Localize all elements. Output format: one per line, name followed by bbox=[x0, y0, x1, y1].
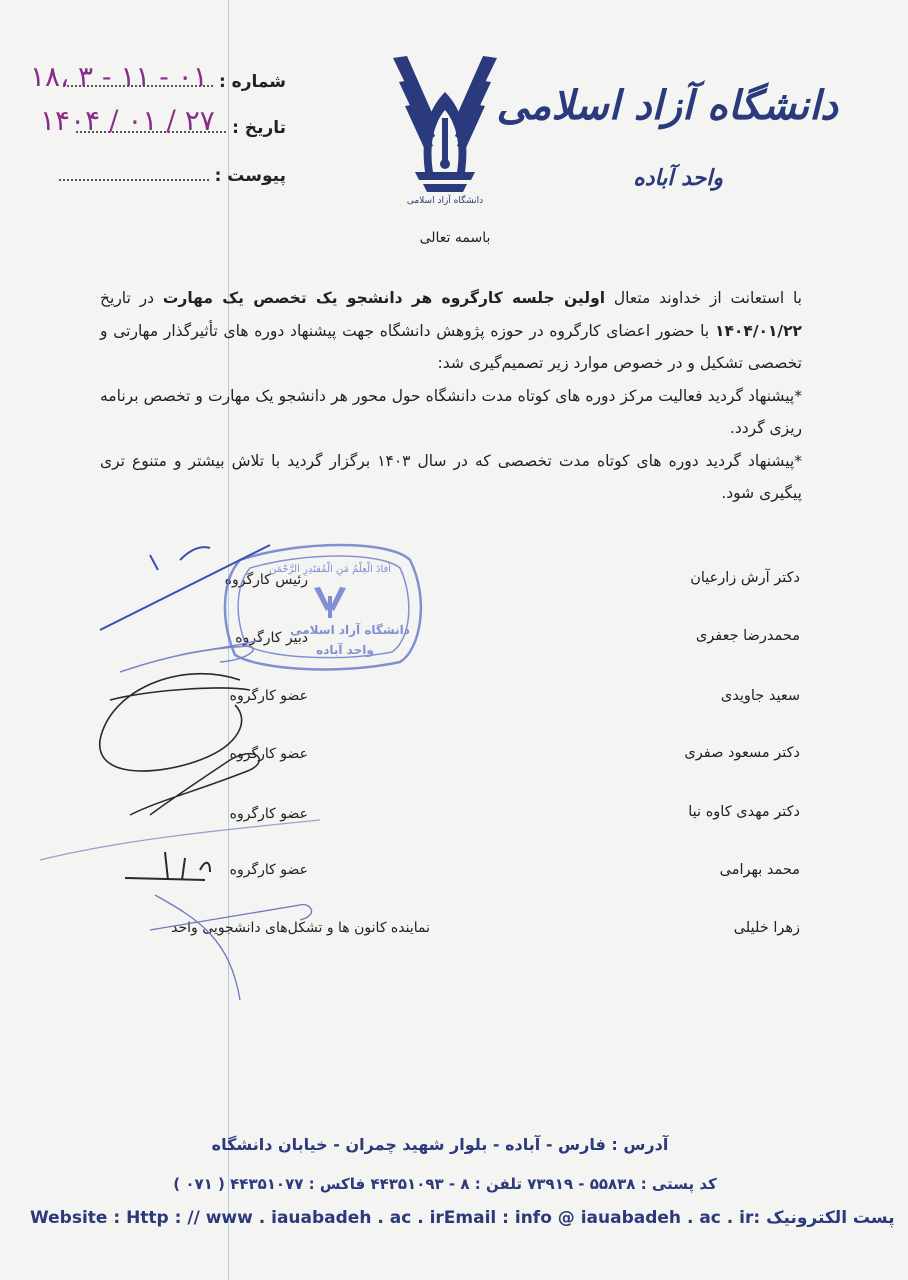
member-role-5: عضو کارگروه bbox=[229, 806, 308, 822]
footer-address: آدرس : فارس - آباده - بلوار شهید چمران - خیابان دانشگاه bbox=[211, 1135, 669, 1154]
member-role-4: عضو کارگروه bbox=[229, 746, 308, 762]
member-name-3: سعید جاویدی bbox=[720, 688, 800, 704]
date-handwritten: ۱۴۰۴ / ۰۱ / ۲۷ bbox=[40, 104, 215, 137]
stamp-line-1: دانشگاه آزاد اسلامی bbox=[290, 623, 410, 637]
member-role-1: رئیس کارگروه bbox=[224, 572, 308, 588]
letter-body bbox=[100, 282, 802, 510]
member-name-7: زهرا خلیلی bbox=[733, 920, 800, 936]
intro-start: با استعانت از خداوند متعال bbox=[605, 289, 802, 307]
stamp-line-2: واحد آباده bbox=[316, 643, 374, 657]
decision-item-2: *پیشنهاد گردید دوره های کوتاه مدت تخصصی که در سال ۱۴۰۳ برگزار گردید با تلاش بیشتر و متنوع تری پیگیری شود. bbox=[100, 451, 802, 502]
intro-end: با حضور اعضای کارگروه در حوزه پژوهش دانشگاه جهت پیشنهاد دوره های تأثیرگذار مهارتی و تخصصی تشکیل و در خصوص موارد زیر تصمیم‌گیری شد: bbox=[100, 321, 802, 372]
footer-postal-phone: کد پستی : ۵۵۸۳۸ - ۷۳۹۱۹ تلفن : ۸ - ۴۴۳۵۱۰۹۳ فاکس : ۴۴۳۵۱۰۷۷ ( ۰۷۱ ) bbox=[173, 1175, 717, 1193]
signature-5-icon bbox=[40, 820, 320, 860]
number-handwritten: ۱۸، ۳ - ۱۱ - ۰۱ bbox=[30, 60, 208, 93]
attachment-dots bbox=[59, 178, 209, 181]
footer-email[interactable]: Email : info @ iauabadeh . ac . ir bbox=[443, 1208, 754, 1228]
university-logo-icon bbox=[385, 52, 505, 217]
member-role-3: عضو کارگروه bbox=[229, 688, 308, 704]
attachment-label: پیوست : bbox=[214, 166, 286, 186]
member-role-7: نماینده کانون ها و تشکل‌های دانشجویی واحد bbox=[171, 920, 430, 936]
meeting-date: ۱۴۰۴/۰۱/۲۲ bbox=[714, 321, 802, 340]
stamp-arc-text: اَفادَ الْعِلْمُ مَنِ الْمُقتَدِرِ الرَّحْمَن bbox=[268, 564, 392, 575]
footer-website[interactable]: Website : Http : // www . iauabadeh . ac . ir bbox=[30, 1208, 444, 1228]
member-role-6: عضو کارگروه bbox=[229, 862, 308, 878]
intro-paragraph bbox=[100, 282, 802, 380]
date-label: تاریخ : bbox=[232, 118, 286, 138]
footer-email-label: پست الکترونیک : bbox=[753, 1208, 895, 1228]
attachment-row bbox=[59, 166, 286, 186]
logo-caption: دانشگاه آزاد اسلامی bbox=[406, 196, 484, 206]
member-role-2: دبیر کارگروه bbox=[235, 630, 308, 646]
member-name-2: محمدرضا جعفری bbox=[695, 628, 800, 644]
decision-item-1: *پیشنهاد گردید فعالیت مرکز دوره های کوتاه مدت دانشگاه حول محور هر دانشجو یک مهارت و تخصص برنامه ریزی گردد. bbox=[100, 386, 802, 437]
meeting-title: اولین جلسه کارگروه هر دانشجو یک تخصص یک مهارت bbox=[162, 289, 606, 307]
footer-contact-row bbox=[30, 1208, 895, 1228]
member-name-1: دکتر آرش زارعیان bbox=[690, 570, 800, 586]
intro-mid: در تاریخ bbox=[100, 289, 163, 307]
signature-7-icon bbox=[150, 895, 312, 1000]
member-name-5: دکتر مهدی کاوه نیا bbox=[688, 804, 800, 820]
branch-name: واحد آباده bbox=[633, 165, 723, 191]
signature-6-icon bbox=[125, 852, 210, 880]
official-stamp-icon bbox=[225, 545, 421, 669]
number-label: شماره : bbox=[218, 72, 286, 92]
member-name-4: دکتر مسعود صفری bbox=[684, 745, 800, 761]
university-name: دانشگاه آزاد اسلامی bbox=[496, 82, 838, 129]
bismillah: باسمه تعالی bbox=[419, 230, 491, 246]
fold-line bbox=[228, 0, 229, 1280]
member-name-6: محمد بهرامی bbox=[719, 862, 800, 878]
